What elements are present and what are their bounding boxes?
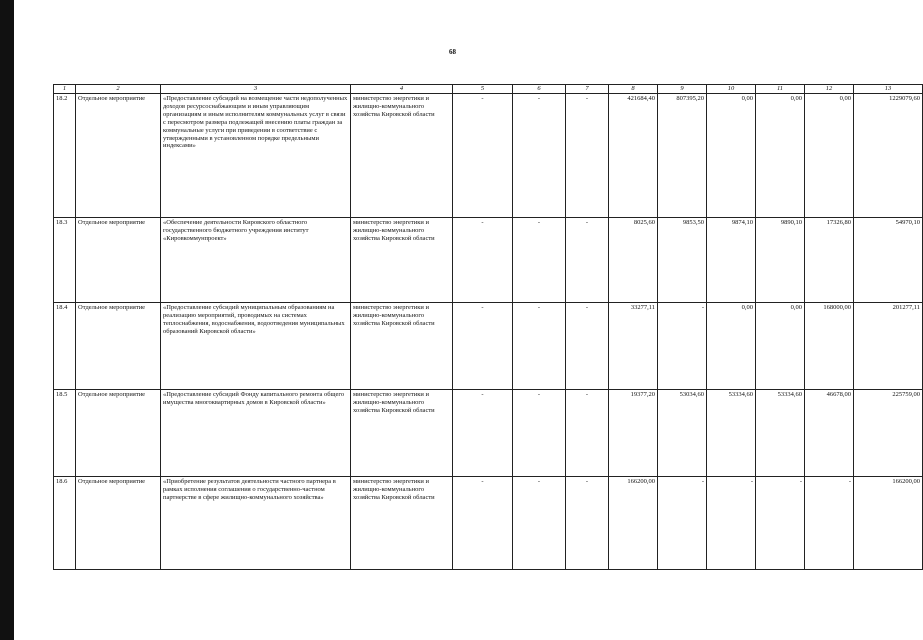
cell-col5: -	[453, 476, 513, 569]
cell-col5: -	[453, 93, 513, 217]
cell-col8: 19377,20	[609, 389, 658, 476]
cell-type: Отдельное мероприятие	[76, 93, 161, 217]
table-row	[54, 302, 923, 389]
scan-edge	[0, 0, 14, 640]
header-col-1: 1	[54, 85, 76, 94]
header-col-10: 10	[707, 85, 756, 94]
cell-name: «Предоставление субсидий Фонду капитального ремонта общего имущества многоквартирных домов в Кировской области»	[161, 389, 351, 476]
cell-col13: 225759,00	[854, 389, 923, 476]
cell-col6: -	[513, 93, 566, 217]
cell-col9: 807395,20	[658, 93, 707, 217]
cell-col5: -	[453, 302, 513, 389]
header-col-7: 7	[566, 85, 609, 94]
cell-num: 18.6	[54, 476, 76, 569]
cell-executor: министерство энергетики и жилищно-коммунального хозяйства Кировской области	[351, 302, 453, 389]
cell-executor: министерство энергетики и жилищно-коммунального хозяйства Кировской области	[351, 93, 453, 217]
cell-num: 18.4	[54, 302, 76, 389]
cell-col9: 9853,50	[658, 217, 707, 302]
cell-col13: 201277,11	[854, 302, 923, 389]
cell-col12: 46678,00	[805, 389, 854, 476]
cell-col7: -	[566, 302, 609, 389]
cell-executor: министерство энергетики и жилищно-коммунального хозяйства Кировской области	[351, 217, 453, 302]
cell-col12: 168000,00	[805, 302, 854, 389]
table-body	[54, 93, 923, 569]
cell-col10: 0,00	[707, 302, 756, 389]
header-col-5: 5	[453, 85, 513, 94]
cell-num: 18.5	[54, 389, 76, 476]
cell-col6: -	[513, 217, 566, 302]
cell-col8: 8025,60	[609, 217, 658, 302]
cell-col11: 53334,60	[756, 389, 805, 476]
cell-col10: 53334,60	[707, 389, 756, 476]
cell-type: Отдельное мероприятие	[76, 302, 161, 389]
cell-col7: -	[566, 389, 609, 476]
cell-col13: 54970,10	[854, 217, 923, 302]
header-col-4: 4	[351, 85, 453, 94]
cell-col10: 0,00	[707, 93, 756, 217]
cell-type: Отдельное мероприятие	[76, 476, 161, 569]
cell-col8: 421684,40	[609, 93, 658, 217]
cell-col11: -	[756, 476, 805, 569]
header-col-12: 12	[805, 85, 854, 94]
cell-col7: -	[566, 217, 609, 302]
cell-col11: 0,00	[756, 302, 805, 389]
cell-col8: 166200,00	[609, 476, 658, 569]
cell-executor: министерство энергетики и жилищно-коммунального хозяйства Кировской области	[351, 476, 453, 569]
header-col-9: 9	[658, 85, 707, 94]
cell-name: «Приобретение результатов деятельности частного партнера в рамках исполнения соглашения о государственно-частном партнерстве в сфере жилищно-коммунального хозяйства»	[161, 476, 351, 569]
header-col-3: 3	[161, 85, 351, 94]
cell-col8: 33277,11	[609, 302, 658, 389]
cell-name: «Обеспечение деятельности Кировского областного государственного бюджетного учреждения институт «Кировкоммунпроект»	[161, 217, 351, 302]
cell-name: «Предоставление субсидий муниципальным образованиям на реализацию мероприятий, проводимых на системах теплоснабжения, водоснабжения, водоотведения муниципальных образований Кировской области»	[161, 302, 351, 389]
cell-col6: -	[513, 389, 566, 476]
cell-num: 18.3	[54, 217, 76, 302]
cell-col11: 9890,10	[756, 217, 805, 302]
header-col-13: 13	[854, 85, 923, 94]
cell-col12: 17326,80	[805, 217, 854, 302]
table-row	[54, 93, 923, 217]
header-row	[54, 85, 923, 94]
cell-type: Отдельное мероприятие	[76, 389, 161, 476]
cell-col6: -	[513, 302, 566, 389]
cell-col13: 1229079,60	[854, 93, 923, 217]
cell-col9: -	[658, 302, 707, 389]
header-col-2: 2	[76, 85, 161, 94]
cell-col13: 166200,00	[854, 476, 923, 569]
header-col-11: 11	[756, 85, 805, 94]
cell-col9: -	[658, 476, 707, 569]
page-number: 68	[449, 48, 456, 56]
table-header	[54, 85, 923, 94]
cell-name: «Предоставление субсидий на возмещение части недополученных доходов ресурсоснабжающим и иным управляющим организациям и иным исполнителям коммунальных услуг в связи с пересмотром размера подлежащей внесению платы граждан за коммунальные услуги при приведении в соответствие с утвержденными в установленном порядке предельными индексами»	[161, 93, 351, 217]
header-col-8: 8	[609, 85, 658, 94]
cell-num: 18.2	[54, 93, 76, 217]
cell-col9: 53034,60	[658, 389, 707, 476]
table-row	[54, 476, 923, 569]
cell-type: Отдельное мероприятие	[76, 217, 161, 302]
cell-col11: 0,00	[756, 93, 805, 217]
cell-col10: -	[707, 476, 756, 569]
cell-col5: -	[453, 389, 513, 476]
cell-col7: -	[566, 476, 609, 569]
cell-col12: 0,00	[805, 93, 854, 217]
table-row	[54, 217, 923, 302]
table-row	[54, 389, 923, 476]
cell-col12: -	[805, 476, 854, 569]
cell-col7: -	[566, 93, 609, 217]
cell-col6: -	[513, 476, 566, 569]
cell-col10: 9874,10	[707, 217, 756, 302]
cell-executor: министерство энергетики и жилищно-коммунального хозяйства Кировской области	[351, 389, 453, 476]
cell-col5: -	[453, 217, 513, 302]
header-col-6: 6	[513, 85, 566, 94]
program-table	[53, 84, 923, 570]
